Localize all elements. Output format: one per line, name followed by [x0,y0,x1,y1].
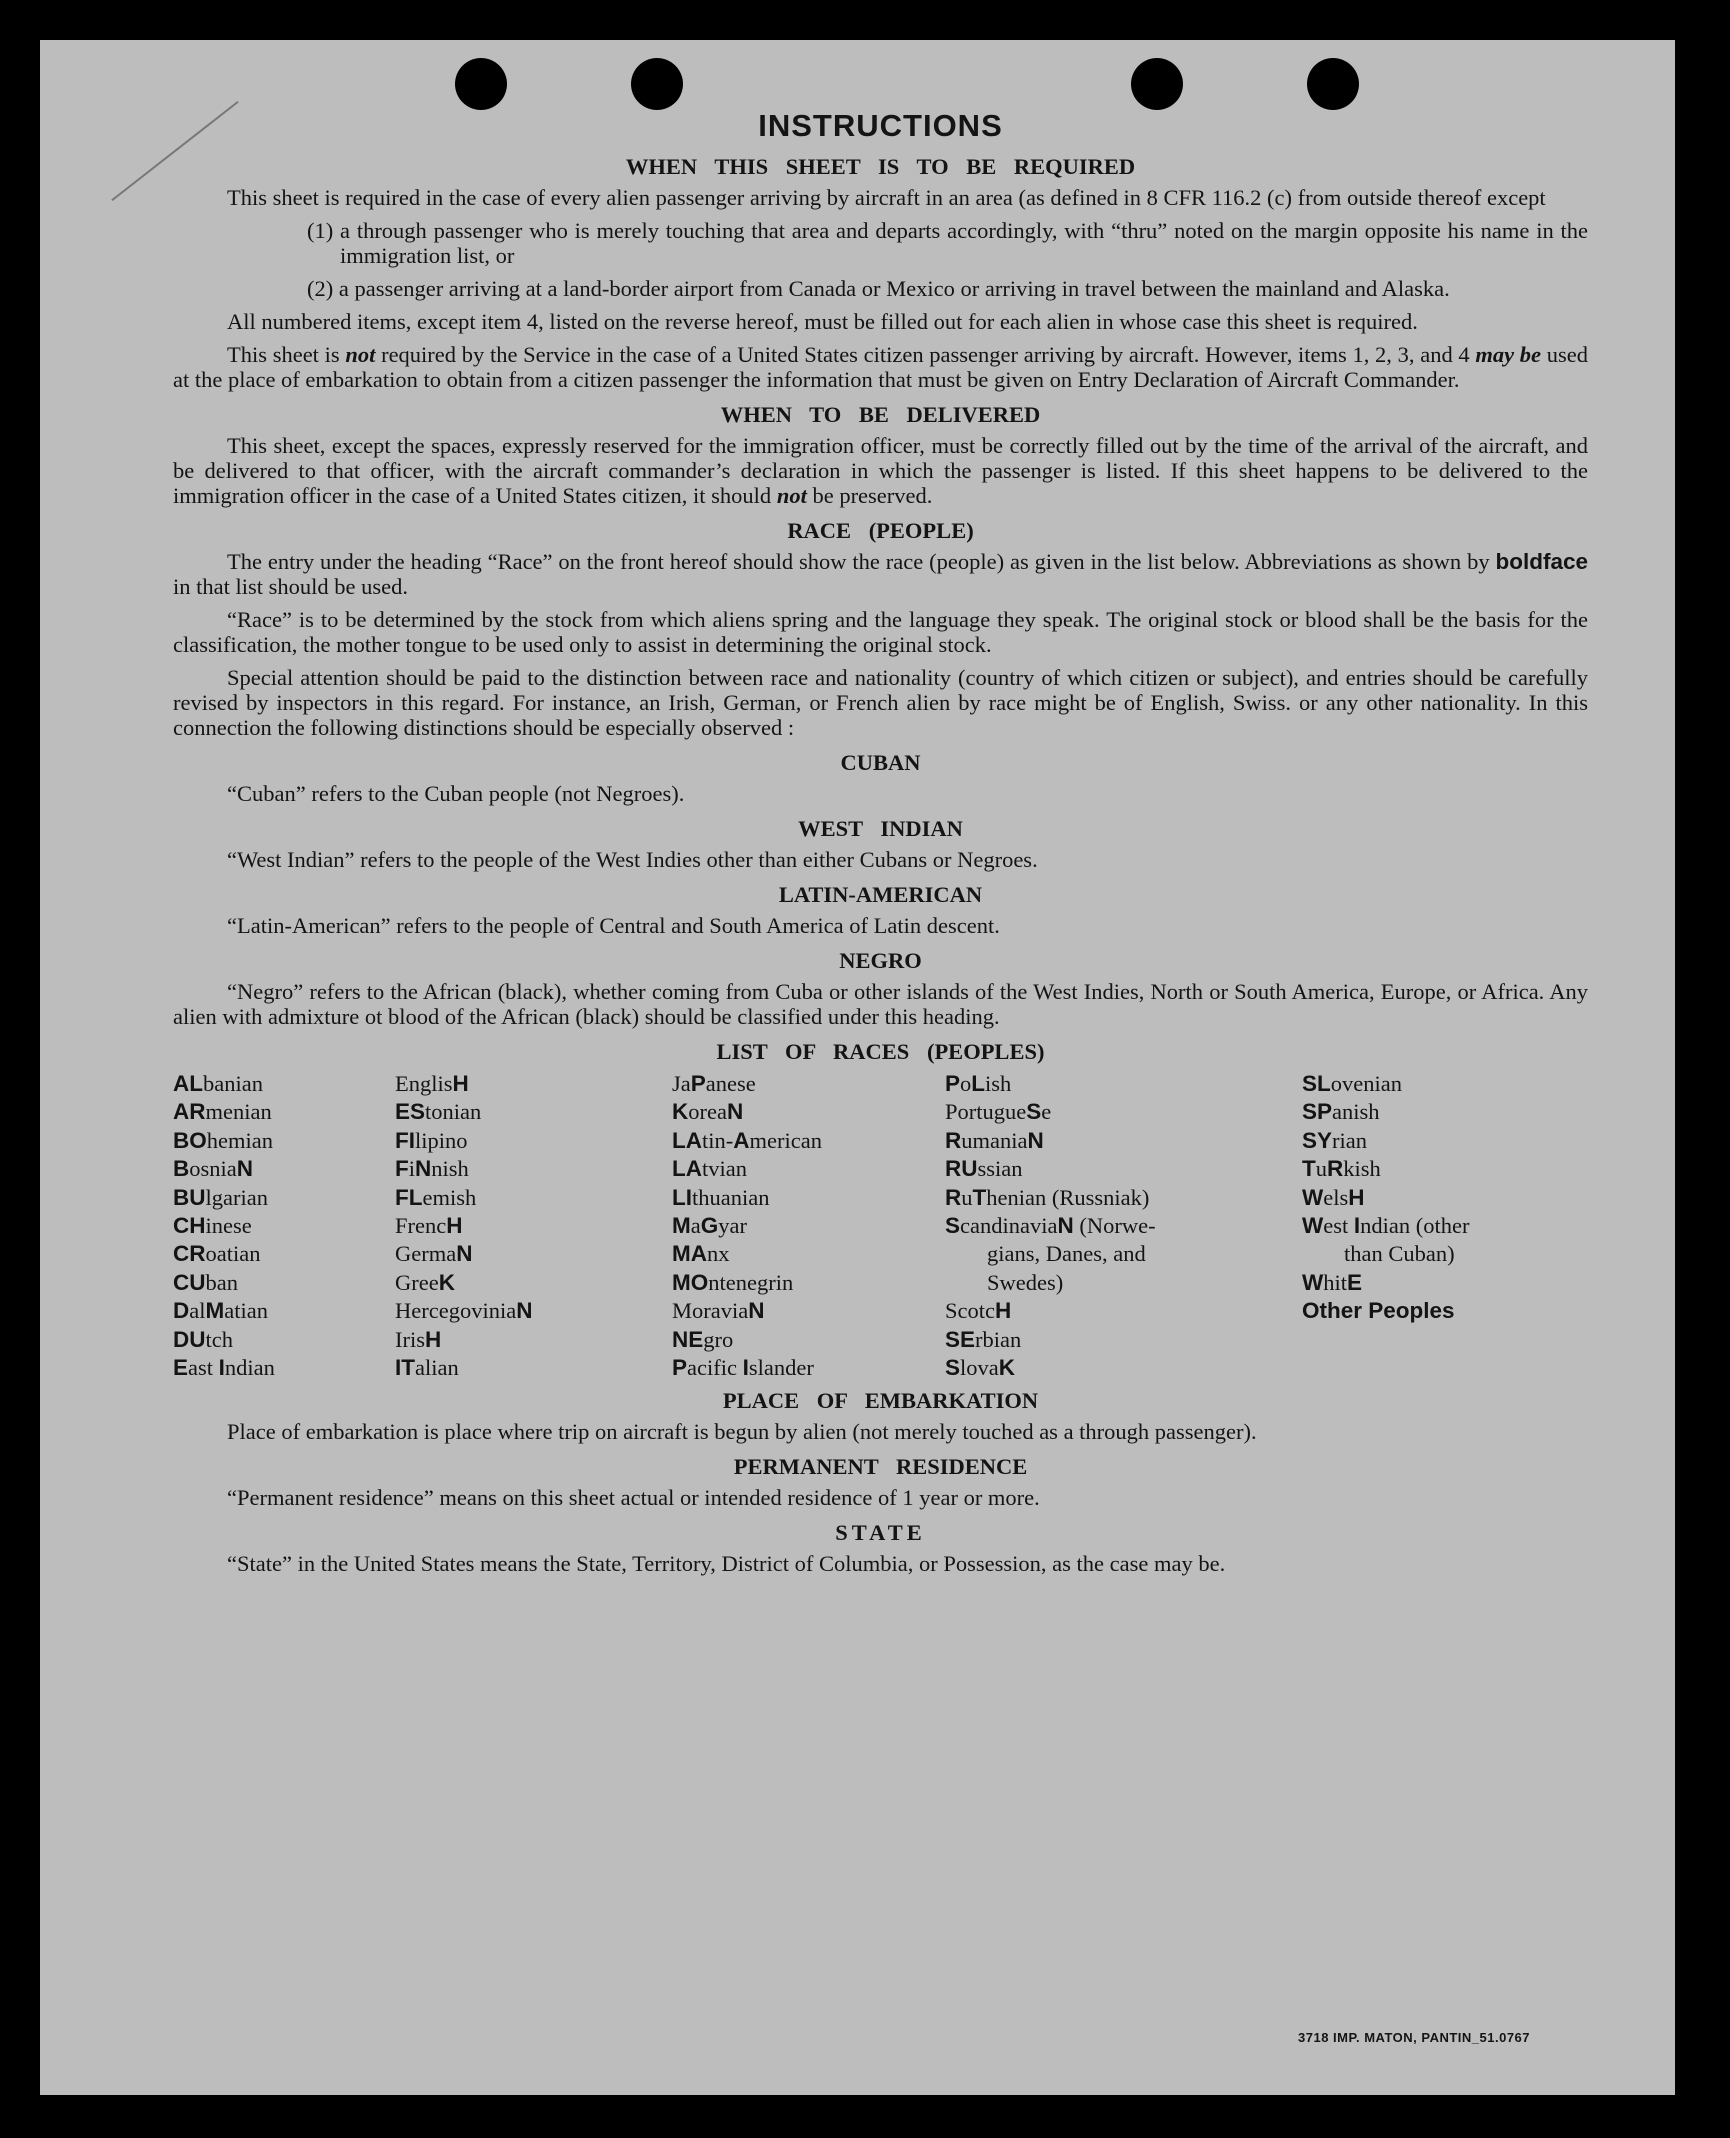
section-heading-state: STATE [835,1520,926,1546]
race-text: Hercegovinia [395,1298,517,1324]
race-abbrev: W [1302,1269,1324,1295]
race-abbrev: AL [173,1071,203,1096]
race-entry [395,1098,672,1126]
section-heading-list-of-races: LIST OF RACES (PEOPLES) [716,1039,1045,1064]
paragraph: “West Indian” refers to the people of the West Indies other than either Cubans or Negroes. [227,847,1038,872]
section-heading-embarkation: PLACE OF EMBARKATION [722,1388,1039,1414]
race-abbrev: LA [672,1156,702,1182]
paragraph: “Permanent residence” means on this sheet actual or intended residence of 1 year or more. [227,1485,1040,1511]
text-run: This sheet, except the spaces, expressly reserved for the immigration officer, must be correctly filled out by the time of the arrival of the aircraft, and be delivered to that officer, with the aircraft commander’s declaration in which the passenger is listed. If this sheet happens to be delivered to the immigration officer in the case of a United States citizen, it should [173,433,1588,508]
race-entry [672,1098,945,1126]
paragraph: Special attention should be paid to the distinction between race and nationality (country of which citizen or subject), and entries should be carefully revised by inspectors in this regard. For instance, an Irish, German, or French alien by race might be of English, Swiss. or any other nationality. In this connection the following distinctions should be especially observed : [173,665,1588,740]
race-entry [945,1326,1302,1354]
race-abbrev: K [672,1099,689,1125]
race-entry [395,1127,672,1155]
race-entry [672,1354,945,1382]
race-abbrev: IT [395,1355,415,1381]
race-abbrev: I [218,1355,225,1381]
race-text: a [690,1213,701,1239]
race-abbrev: M [205,1298,225,1324]
race-entry [395,1269,672,1297]
race-abbrev: N [726,1099,744,1125]
race-abbrev: MO [672,1269,709,1295]
race-text: anish [1332,1099,1380,1125]
race-abbrev: SP [1302,1099,1333,1125]
race-entry [945,1212,1302,1240]
race-text: gians, Danes, and [987,1241,1146,1267]
race-text: lova [960,1355,999,1381]
race-text: els [1323,1184,1349,1210]
race-text: u [1315,1156,1327,1182]
race-abbrev: R [945,1184,962,1210]
race-abbrev: NE [672,1326,704,1352]
text-run: This sheet is [227,342,346,367]
emphasis-text: not [345,342,376,367]
race-entry [672,1155,945,1183]
race-entry [173,1240,395,1268]
race-entry [945,1155,1302,1183]
race-list [173,1070,1588,1382]
race-abbrev: S [945,1213,961,1239]
punch-hole [455,58,507,110]
text-run: The entry under the heading “Race” on the front hereof should show the race (people) as given in the list below. Abbreviations as shown by [227,549,1496,574]
race-abbrev: CR [173,1241,206,1267]
race-entry [173,1155,395,1183]
race-column [945,1070,1302,1382]
race-text: tin- [702,1127,734,1153]
race-column [672,1070,945,1382]
paragraph: “Cuban” refers to the Cuban people (not Negroes). [227,781,685,806]
race-text: tvian [702,1156,747,1182]
race-abbrev: N [1057,1213,1074,1239]
race-text: tonian [425,1099,482,1125]
race-text: atian [224,1298,268,1324]
race-entry [395,1297,672,1325]
race-abbrev: N [1027,1127,1044,1153]
race-entry [173,1269,395,1297]
race-entry [1302,1127,1562,1155]
exception-item-1: (1) a through passenger who is merely touching that area and departs accordingly, with “thru” noted on the margin opposite his name in the immigration list, or [307,218,1588,268]
section-heading-negro: NEGRO [839,948,922,973]
race-text: thuanian [692,1184,770,1210]
race-abbrev: BO [173,1127,207,1153]
race-abbrev: P [945,1071,961,1096]
race-text: hit [1323,1269,1348,1295]
race-text: than Cuban) [1344,1241,1455,1267]
paragraph: Place of embarkation is place where trip on aircraft is begun by alien (not merely touched as a through passenger). [227,1419,1257,1445]
race-entry [1302,1098,1562,1126]
race-abbrev: MA [672,1241,707,1267]
race-abbrev: W [1302,1213,1324,1239]
race-entry [395,1240,672,1268]
race-text: hemian [206,1127,273,1153]
race-entry [173,1354,395,1382]
section-heading-cuban: CUBAN [840,750,921,775]
race-entry [173,1297,395,1325]
paragraph: “Negro” refers to the African (black), whether coming from Cuba or other islands of the West Indies, North or South America, Europe, or Africa. Any alien with admixture ot blood of the African (black) should be classified under this heading. [173,979,1588,1029]
race-text: yar [718,1213,747,1239]
race-text: menian [205,1099,272,1125]
race-column [173,1070,395,1382]
race-text: Moravia [672,1298,749,1324]
race-abbrev: M [672,1213,691,1239]
race-abbrev: S [945,1355,961,1381]
race-text: e [1041,1099,1052,1125]
race-entry [945,1127,1302,1155]
race-text: Englis [395,1071,453,1096]
race-entry [672,1184,945,1212]
race-text: alian [415,1355,459,1381]
race-abbrev: RU [945,1156,978,1182]
race-text: umania [961,1127,1028,1153]
race-text: osnia [189,1156,237,1182]
race-abbrev: W [1302,1184,1324,1210]
race-entry [395,1212,672,1240]
page-title: INSTRUCTIONS [758,108,1003,143]
race-text: al [189,1298,206,1324]
race-abbrev: N [415,1156,432,1182]
race-entry [1302,1070,1562,1098]
race-text: ssian [977,1156,1023,1182]
race-abbrev: Other Peoples [1302,1298,1455,1324]
race-entry [945,1098,1302,1126]
race-text: u [961,1184,973,1210]
race-entry [1302,1240,1562,1268]
race-entry [672,1127,945,1155]
race-entry [395,1354,672,1382]
race-text: Germa [395,1241,457,1267]
race-entry [945,1240,1302,1268]
paragraph: “Race” is to be determined by the stock from which aliens spring and the language they speak. The original stock or blood shall be the basis for the classification, the mother tongue to be used only to assist in determining the original stock. [173,607,1588,657]
race-abbrev: G [700,1213,719,1239]
race-text: lipino [415,1127,468,1153]
race-entry [173,1070,395,1098]
section-heading-required: WHEN THIS SHEET IS TO BE REQUIRED [625,154,1136,179]
race-entry [945,1269,1302,1297]
race-abbrev: R [945,1127,962,1153]
race-abbrev: ES [395,1099,426,1125]
race-abbrev: K [438,1269,455,1295]
race-abbrev: D [173,1298,190,1324]
race-entry [395,1155,672,1183]
race-text: ast [188,1355,219,1381]
race-entry [395,1070,672,1098]
race-entry [672,1240,945,1268]
race-entry [672,1269,945,1297]
race-abbrev: AR [173,1099,206,1125]
race-text: ndian [224,1355,275,1381]
race-abbrev: B [173,1156,190,1182]
race-entry [945,1070,1302,1098]
race-text: Portugue [945,1099,1027,1125]
paragraph [173,433,1588,508]
race-entry [1302,1269,1562,1297]
race-text: ovenian [1330,1071,1402,1096]
race-text: Ja [672,1071,691,1096]
race-abbrev: N [236,1156,253,1182]
race-text: ndian (other [1360,1213,1470,1239]
race-text: oatian [205,1241,261,1267]
race-abbrev: LA [672,1127,702,1153]
race-abbrev: CU [173,1269,206,1295]
race-text: ish [985,1071,1012,1096]
race-abbrev: I [1353,1213,1361,1239]
race-entry [1302,1184,1562,1212]
race-entry [672,1212,945,1240]
race-entry [173,1212,395,1240]
emphasis-text: boldface [1495,549,1588,574]
text-run: used at the place of embarkation to obtain from a citizen passenger the information that must be given on Entry Declaration of Aircraft Commander. [173,342,1588,392]
race-abbrev: N [748,1298,765,1324]
race-text: inese [205,1213,252,1239]
text-run: be preserved. [806,483,933,508]
race-abbrev: S [1026,1099,1042,1125]
race-abbrev: T [1302,1156,1316,1182]
printer-imprint: 3718 IMP. MATON, PANTIN_51.0767 [1298,2030,1531,2045]
race-text: banian [203,1071,263,1096]
race-text: Frenc [395,1213,447,1239]
race-entry [945,1297,1302,1325]
race-text: Gree [395,1269,439,1295]
race-abbrev: N [516,1298,533,1324]
race-text: orea [688,1099,727,1125]
punch-hole [631,58,683,110]
race-text: rian [1332,1127,1367,1153]
race-entry [1302,1212,1562,1240]
paragraph: “State” in the United States means the State, Territory, District of Columbia, or Possession, as the case may be. [227,1551,1226,1577]
race-text: ntenegrin [708,1269,794,1295]
race-entry [173,1184,395,1212]
race-entry [672,1326,945,1354]
race-text: slander [748,1355,814,1381]
paragraph: This sheet is required in the case of every alien passenger arriving by aircraft in an area (as defined in 8 CFR 116.2 (c) from outside thereof except [227,185,1546,210]
race-entry [173,1127,395,1155]
race-abbrev: F [395,1156,409,1182]
paragraph [173,549,1588,599]
race-entry [672,1297,945,1325]
race-text: (Norwe- [1073,1213,1156,1239]
race-abbrev: H [1348,1184,1365,1210]
race-abbrev: A [733,1127,750,1153]
document-page [40,40,1675,2095]
race-text: henian (Russniak) [986,1184,1150,1210]
race-abbrev: T [972,1184,987,1210]
race-abbrev: E [1347,1269,1363,1295]
race-abbrev: R [1327,1156,1344,1182]
race-abbrev: H [452,1071,469,1096]
race-abbrev: DU [173,1326,206,1352]
race-abbrev: FL [395,1184,423,1210]
race-abbrev: BU [173,1184,206,1210]
race-entry [672,1070,945,1098]
emphasis-text: not [776,483,807,508]
race-abbrev: SE [945,1326,976,1352]
punch-hole [1131,58,1183,110]
race-entry [945,1354,1302,1382]
race-text: ban [205,1269,238,1295]
race-text: Swedes) [987,1269,1064,1295]
race-text: Scotc [945,1298,995,1324]
race-entry [173,1098,395,1126]
paragraph [173,342,1588,392]
section-heading-race: RACE (PEOPLE) [787,518,974,543]
race-text: nx [707,1241,730,1267]
race-abbrev: E [173,1355,189,1381]
race-entry [173,1326,395,1354]
race-abbrev: P [672,1355,688,1381]
race-abbrev: SL [1302,1071,1331,1096]
exception-item-2: (2) a passenger arriving at a land-border airport from Canada or Mexico or arriving in travel between the mainland and Alaska. [307,276,1450,301]
race-abbrev: K [998,1355,1016,1381]
race-entry [1302,1297,1562,1325]
race-entry [395,1184,672,1212]
instructions-body [173,108,1588,1584]
race-abbrev: I [742,1355,749,1381]
race-abbrev: H [446,1213,463,1239]
race-text: anese [705,1071,756,1096]
race-entry [945,1184,1302,1212]
race-text: lgarian [205,1184,268,1210]
race-abbrev: L [971,1071,986,1096]
race-text: tch [205,1326,233,1352]
section-heading-delivered: WHEN TO BE DELIVERED [720,402,1041,427]
section-heading-latin-american: LATIN-AMERICAN [778,882,983,907]
race-text: nish [431,1156,469,1182]
section-heading-residence: PERMANENT RESIDENCE [733,1454,1028,1480]
race-abbrev: FI [395,1127,415,1153]
race-text: gro [703,1326,734,1352]
text-run: required by the Service in the case of a United States citizen passenger arriving by aircraft. However, items 1, 2, 3, and 4 [375,342,1476,367]
race-text: candinavia [960,1213,1058,1239]
race-abbrev: H [995,1298,1012,1324]
text-run: in that list should be used. [173,574,408,599]
race-abbrev: SY [1302,1127,1333,1153]
race-column [1302,1070,1562,1382]
race-text: rbian [975,1326,1022,1352]
race-text: est [1323,1213,1354,1239]
race-text: kish [1343,1156,1381,1182]
race-text: merican [749,1127,822,1153]
race-abbrev: CH [173,1213,206,1239]
race-entry [1302,1155,1562,1183]
race-text: o [960,1071,972,1096]
race-entry [395,1326,672,1354]
race-text: emish [422,1184,477,1210]
race-abbrev: H [425,1326,442,1352]
race-text: Iris [395,1326,425,1352]
punch-hole [1307,58,1359,110]
paragraph: “Latin-American” refers to the people of Central and South America of Latin descent. [227,913,1000,938]
race-abbrev: N [456,1241,473,1267]
race-text: acific [687,1355,743,1381]
race-abbrev: LI [672,1184,692,1210]
section-heading-west-indian: WEST INDIAN [798,816,963,841]
race-text: i [408,1156,416,1182]
race-abbrev: P [690,1071,706,1096]
emphasis-text: may be [1475,342,1542,367]
paragraph: All numbered items, except item 4, listed on the reverse hereof, must be filled out for each alien in whose case this sheet is required. [227,309,1418,334]
race-column [395,1070,672,1382]
